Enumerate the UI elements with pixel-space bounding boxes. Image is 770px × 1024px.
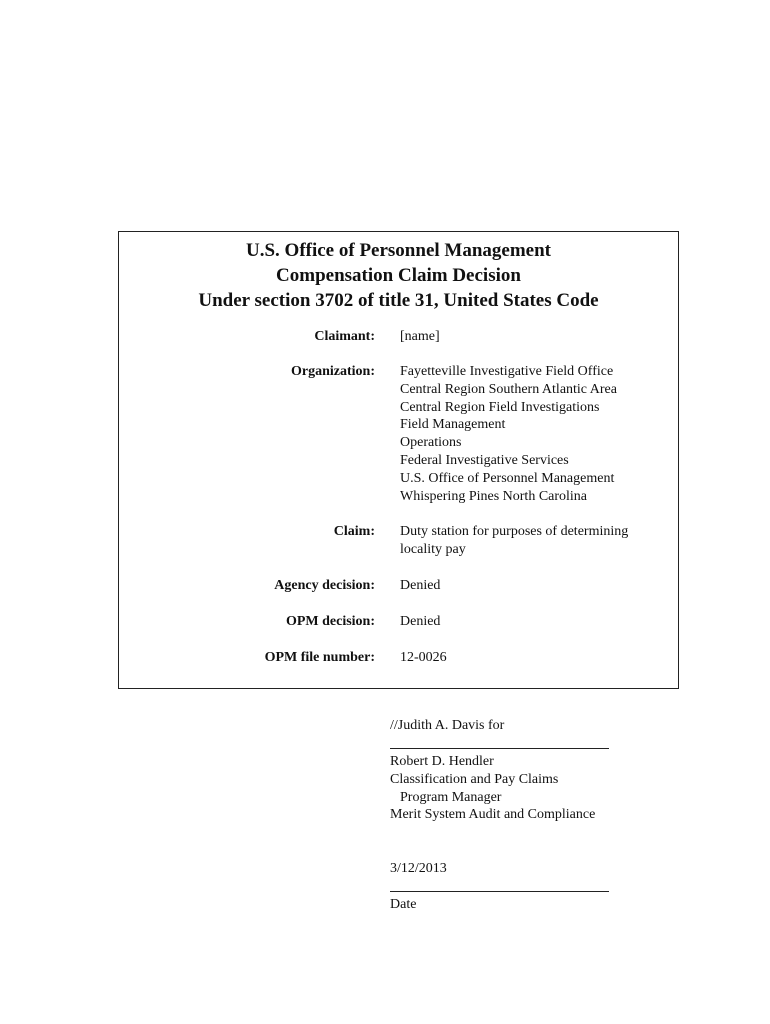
signatory-name: Robert D. Hendler — [390, 754, 494, 769]
signature-line — [390, 748, 609, 749]
organization-line: Operations — [400, 435, 462, 451]
organization-line: Field Management — [400, 417, 506, 433]
claim-line: Duty station for purposes of determining — [400, 524, 629, 539]
claimant-value: [name] — [400, 329, 440, 344]
signatory-title-line1: Classification and Pay Claims — [390, 771, 559, 787]
organization-line: Whispering Pines North Carolina — [400, 488, 588, 504]
header-statute: Under section 3702 of title 31, United States Code — [198, 290, 599, 311]
header-document-type: Compensation Claim Decision — [276, 265, 521, 286]
claim-line: locality pay — [400, 541, 466, 557]
agency-decision-value: Denied — [400, 578, 441, 593]
organization-line: Federal Investigative Services — [400, 452, 569, 468]
organization-line: U.S. Office of Personnel Management — [400, 470, 615, 486]
signatory-office: Merit System Audit and Compliance — [390, 807, 596, 823]
header-agency: U.S. Office of Personnel Management — [246, 240, 551, 261]
document-header — [119, 238, 678, 313]
signed-by-text: //Judith A. Davis for — [390, 718, 505, 733]
opm-decision-label: OPM decision: — [285, 614, 375, 629]
signatory-title-line2: Program Manager — [400, 789, 502, 805]
signatory-block — [390, 753, 595, 824]
organization-line: Fayetteville Investigative Field Office — [400, 364, 614, 379]
organization-value — [400, 363, 617, 505]
decision-date-value: 3/12/2013 — [390, 861, 447, 876]
agency-decision-label: Agency decision: — [274, 578, 375, 593]
opm-file-number-label: OPM file number: — [264, 650, 375, 665]
decision-summary-box — [118, 231, 679, 689]
organization-label: Organization: — [291, 364, 375, 379]
claimant-label: Claimant: — [314, 329, 375, 344]
date-label: Date — [390, 897, 417, 912]
claim-label: Claim: — [333, 524, 375, 539]
opm-file-number-value: 12-0026 — [400, 650, 447, 665]
opm-decision-value: Denied — [400, 614, 441, 629]
claim-value — [400, 523, 628, 559]
organization-line: Central Region Southern Atlantic Area — [400, 381, 617, 397]
organization-line: Central Region Field Investigations — [400, 399, 600, 415]
date-line — [390, 891, 609, 892]
